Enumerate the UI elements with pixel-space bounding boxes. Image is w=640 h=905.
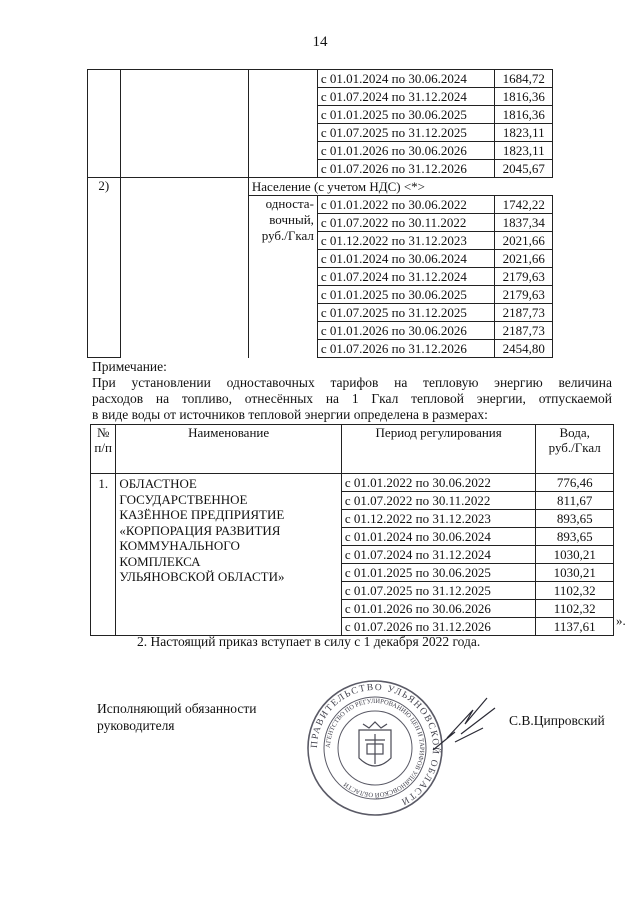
seal-outer-text: ПРАВИТЕЛЬСТВО УЛЬЯНОВСКОЙ ОБЛАСТИ xyxy=(309,682,441,807)
value-cell: 1816,36 xyxy=(495,106,553,124)
period-cell: с 01.01.2025 по 30.06.2025 xyxy=(317,286,495,304)
period-cell: с 01.07.2025 по 31.12.2025 xyxy=(317,304,495,322)
value-cell: 2179,63 xyxy=(495,286,553,304)
clause-2: 2. Настоящий приказ вступает в силу с 1 декабря 2022 года. xyxy=(137,634,481,649)
value-cell: 2187,73 xyxy=(495,304,553,322)
header-value-line2: руб./Гкал xyxy=(548,440,601,455)
value-cell: 1102,32 xyxy=(536,600,614,618)
signatory-title xyxy=(97,700,297,734)
group2-number: 2) xyxy=(88,178,121,358)
value-cell: 893,65 xyxy=(536,528,614,546)
table-row xyxy=(88,70,553,88)
period-cell: с 01.01.2024 по 30.06.2024 xyxy=(317,250,495,268)
signatory-title-line1: Исполняющий обязанности xyxy=(97,701,257,716)
value-cell: 1030,21 xyxy=(536,564,614,582)
value-cell: 2021,66 xyxy=(495,232,553,250)
group2-name-cell xyxy=(120,178,248,358)
value-cell: 893,65 xyxy=(536,510,614,528)
period-cell: с 01.01.2024 по 30.06.2024 xyxy=(341,528,535,546)
group2-unit xyxy=(248,196,317,358)
period-cell: с 01.07.2022 по 30.11.2022 xyxy=(317,214,495,232)
row-number: 1. xyxy=(91,474,116,636)
value-cell: 2045,67 xyxy=(495,160,553,178)
period-cell: с 01.07.2024 по 31.12.2024 xyxy=(317,88,495,106)
unit-line: односта- xyxy=(265,196,314,211)
note-line-3: в виде воды от источников тепловой энергии определена в размерах: xyxy=(92,407,488,422)
value-cell: 1823,11 xyxy=(495,124,553,142)
signature-scribble xyxy=(425,690,505,760)
value-cell: 811,67 xyxy=(536,492,614,510)
page-number: 14 xyxy=(312,34,328,50)
seal-inner-text: АГЕНТСТВО ПО РЕГУЛИРОВАНИЮ ЦЕН И ТАРИФОВ УЛЬЯНОВСКОЙ ОБЛАСТИ xyxy=(324,697,426,799)
period-cell: с 01.12.2022 по 31.12.2023 xyxy=(341,510,535,528)
org-name-line: «КОРПОРАЦИЯ РАЗВИТИЯ xyxy=(119,522,281,538)
header-number-line1: № xyxy=(96,425,110,440)
continued-unit-cell xyxy=(248,70,317,178)
table-header-row xyxy=(91,425,614,474)
unit-line: руб./Гкал xyxy=(261,228,314,243)
coat-of-arms-icon xyxy=(359,722,391,766)
value-cell: 2187,73 xyxy=(495,322,553,340)
period-cell: с 01.07.2025 по 31.12.2025 xyxy=(317,124,495,142)
org-name-line: КАЗЁННОЕ ПРЕДПРИЯТИЕ xyxy=(119,507,285,522)
period-cell: с 01.07.2022 по 30.11.2022 xyxy=(341,492,535,510)
period-cell: с 01.01.2024 по 30.06.2024 xyxy=(317,70,495,88)
period-cell: с 01.12.2022 по 31.12.2023 xyxy=(317,232,495,250)
period-cell: с 01.07.2026 по 31.12.2026 xyxy=(317,340,495,358)
note-line-2: расходов на топливо, отнесённых на 1 Гкал тепловой энергии, отпускаемой xyxy=(92,391,612,406)
fuel-cost-table xyxy=(90,424,614,636)
period-cell: с 01.07.2026 по 31.12.2026 xyxy=(341,618,535,636)
period-cell: с 01.01.2026 по 30.06.2026 xyxy=(317,142,495,160)
value-cell: 2179,63 xyxy=(495,268,553,286)
org-name-line: КОМПЛЕКСА xyxy=(119,553,201,569)
note-line-1: При установлении одноставочных тарифов на тепловую энергию величина xyxy=(92,375,612,390)
period-cell: с 01.07.2024 по 31.12.2024 xyxy=(341,546,535,564)
value-cell: 1030,21 xyxy=(536,546,614,564)
value-cell: 1684,72 xyxy=(495,70,553,88)
header-value-line1: Вода, xyxy=(559,425,590,440)
value-cell: 1102,32 xyxy=(536,582,614,600)
header-number xyxy=(91,425,116,474)
value-cell: 1137,61 xyxy=(536,618,614,636)
signatory-name: С.В.Ципровский xyxy=(509,713,605,728)
period-cell: с 01.01.2022 по 30.06.2022 xyxy=(317,196,495,214)
period-cell: с 01.01.2026 по 30.06.2026 xyxy=(341,600,535,618)
org-name-line: ГОСУДАРСТВЕННОЕ xyxy=(119,491,248,507)
header-period: Период регулирования xyxy=(341,425,535,474)
value-cell: 2454,80 xyxy=(495,340,553,358)
org-name-line: ОБЛАСТНОЕ xyxy=(119,476,197,491)
period-cell: с 01.07.2024 по 31.12.2024 xyxy=(317,268,495,286)
period-cell: с 01.01.2025 по 30.06.2025 xyxy=(341,564,535,582)
group2-header: Население (с учетом НДС) <*> xyxy=(248,178,552,196)
period-cell: с 01.01.2025 по 30.06.2025 xyxy=(317,106,495,124)
org-name-line: УЛЬЯНОВСКОЙ ОБЛАСТИ» xyxy=(119,569,285,584)
tariff-table-continued xyxy=(87,69,553,358)
period-cell: с 01.07.2026 по 31.12.2026 xyxy=(317,160,495,178)
signatory-title-line2: руководителя xyxy=(97,718,175,733)
value-cell: 1742,22 xyxy=(495,196,553,214)
period-cell: с 01.01.2026 по 30.06.2026 xyxy=(317,322,495,340)
official-seal xyxy=(305,678,445,818)
header-value xyxy=(536,425,614,474)
note-heading: Примечание: xyxy=(92,359,167,374)
continued-name-cell xyxy=(120,70,248,178)
unit-line: вочный, xyxy=(269,212,314,227)
value-cell: 1837,34 xyxy=(495,214,553,232)
value-cell: 1823,11 xyxy=(495,142,553,160)
header-name: Наименование xyxy=(116,425,342,474)
continued-number-cell xyxy=(88,70,121,178)
organization-name xyxy=(116,474,342,636)
group2-header-row xyxy=(88,178,553,196)
period-cell: с 01.07.2025 по 31.12.2025 xyxy=(341,582,535,600)
header-number-line2: п/п xyxy=(94,440,112,455)
table-row xyxy=(91,474,614,492)
value-cell: 776,46 xyxy=(536,474,614,492)
value-cell: 2021,66 xyxy=(495,250,553,268)
value-cell: 1816,36 xyxy=(495,88,553,106)
closing-quote: ». xyxy=(616,613,626,628)
org-name-line: КОММУНАЛЬНОГО xyxy=(119,538,240,553)
period-cell: с 01.01.2022 по 30.06.2022 xyxy=(341,474,535,492)
